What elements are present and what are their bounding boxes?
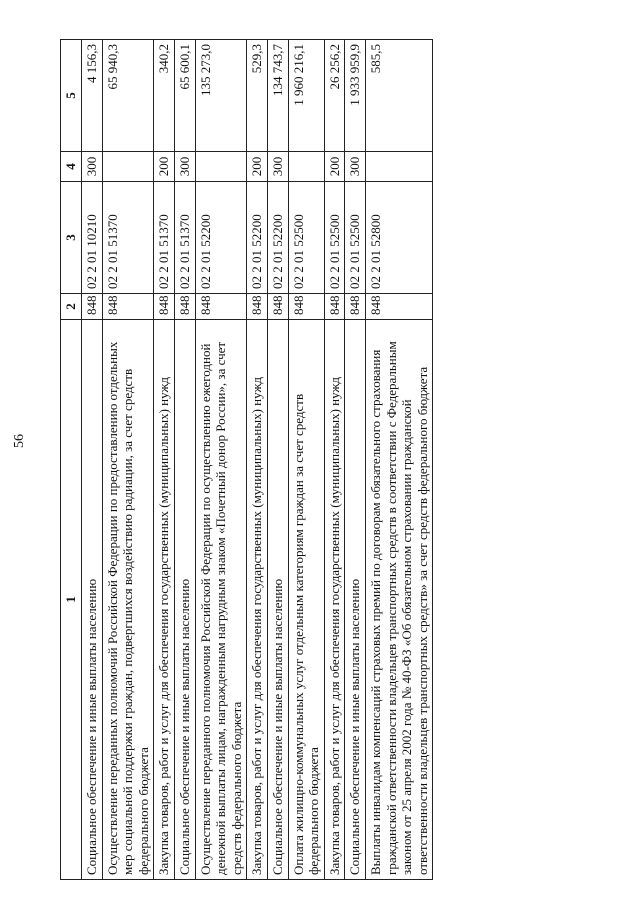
table-row	[365, 40, 432, 880]
table-row	[82, 40, 103, 880]
row-target-article: 02 2 01 52200	[247, 182, 268, 294]
table-row	[195, 40, 247, 880]
row-name: Закупка товаров, работ и услуг для обеспечения государственных (муниципальных) нужд	[324, 320, 345, 880]
row-target-article: 02 2 01 52500	[288, 182, 324, 294]
row-name: Оплата жилищно-коммунальных услуг отдельным категориям граждан за счет средств федерального бюджета	[288, 320, 324, 880]
row-target-article: 02 2 01 52200	[195, 182, 247, 294]
row-amount: 26 256,2	[324, 40, 345, 152]
row-code: 848	[365, 294, 432, 320]
table-row	[174, 40, 195, 880]
row-target-article: 02 2 01 52500	[324, 182, 345, 294]
table-row	[324, 40, 345, 880]
row-expense-type: 300	[82, 152, 103, 182]
header-col-4: 4	[61, 152, 82, 182]
row-name: Социальное обеспечение и иные выплаты населению	[345, 320, 366, 880]
header-col-2: 2	[61, 294, 82, 320]
table-row	[102, 40, 154, 880]
row-target-article: 02 2 01 51370	[102, 182, 154, 294]
row-name: Закупка товаров, работ и услуг для обеспечения государственных (муниципальных) нужд	[247, 320, 268, 880]
row-expense-type	[365, 152, 432, 182]
table-row	[345, 40, 366, 880]
row-expense-type: 200	[154, 152, 175, 182]
table-row	[154, 40, 175, 880]
header-col-5: 5	[61, 40, 82, 152]
row-code: 848	[345, 294, 366, 320]
row-expense-type: 300	[267, 152, 288, 182]
row-amount: 134 743,7	[267, 40, 288, 152]
row-expense-type: 300	[174, 152, 195, 182]
row-target-article: 02 2 01 52200	[267, 182, 288, 294]
row-expense-type	[288, 152, 324, 182]
row-name: Социальное обеспечение и иные выплаты населению	[267, 320, 288, 880]
row-name: Закупка товаров, работ и услуг для обеспечения государственных (муниципальных) нужд	[154, 320, 175, 880]
row-name: Социальное обеспечение и иные выплаты населению	[82, 320, 103, 880]
row-code: 848	[288, 294, 324, 320]
row-amount: 529,3	[247, 40, 268, 152]
row-code: 848	[324, 294, 345, 320]
row-amount: 65 940,3	[102, 40, 154, 152]
row-code: 848	[154, 294, 175, 320]
table-row	[247, 40, 268, 880]
row-expense-type: 200	[247, 152, 268, 182]
row-name: Осуществление переданного полномочия Российской Федерации по осуществлению ежегодной денежной выплаты лицам, награжденным нагрудным знаком «Почетный донор России», за счет средств федерального бюджета	[195, 320, 247, 880]
row-expense-type: 200	[324, 152, 345, 182]
row-name: Осуществление переданных полномочий Российской Федерации по предоставлению отдельных мер социальной поддержки граждан, подвергшихся воздействию радиации, за счет средств федерального бюджета	[102, 320, 154, 880]
row-target-article: 02 2 01 51370	[154, 182, 175, 294]
row-expense-type	[195, 152, 247, 182]
rotated-table-container	[60, 40, 620, 880]
table-header-row	[61, 40, 82, 880]
row-code: 848	[102, 294, 154, 320]
row-amount: 1 960 216,1	[288, 40, 324, 152]
row-expense-type: 300	[345, 152, 366, 182]
page-number: 56	[12, 434, 27, 448]
row-amount: 4 156,3	[82, 40, 103, 152]
table-row	[267, 40, 288, 880]
row-amount: 585,5	[365, 40, 432, 152]
row-amount: 1 933 959,9	[345, 40, 366, 152]
row-target-article: 02 2 01 52800	[365, 182, 432, 294]
row-code: 848	[267, 294, 288, 320]
row-name: Выплаты инвалидам компенсаций страховых премий по договорам обязательного страхования гражданской ответственности владельцев транспортных средств в соответствии с Федеральным законом от 25 апреля 2002 года № 40-ФЗ «Об обязательном страховании гражданской ответственности владельцев транспортных средств» за счет средств федерального бюджета	[365, 320, 432, 880]
row-amount: 65 600,1	[174, 40, 195, 152]
row-code: 848	[82, 294, 103, 320]
row-target-article: 02 2 01 10210	[82, 182, 103, 294]
budget-table	[60, 39, 433, 880]
header-col-1: 1	[61, 320, 82, 880]
row-amount: 340,2	[154, 40, 175, 152]
row-code: 848	[174, 294, 195, 320]
row-code: 848	[195, 294, 247, 320]
row-amount: 135 273,0	[195, 40, 247, 152]
header-col-3: 3	[61, 182, 82, 294]
row-name: Социальное обеспечение и иные выплаты населению	[174, 320, 195, 880]
table-row	[288, 40, 324, 880]
row-expense-type	[102, 152, 154, 182]
row-target-article: 02 2 01 52500	[345, 182, 366, 294]
row-code: 848	[247, 294, 268, 320]
row-target-article: 02 2 01 51370	[174, 182, 195, 294]
